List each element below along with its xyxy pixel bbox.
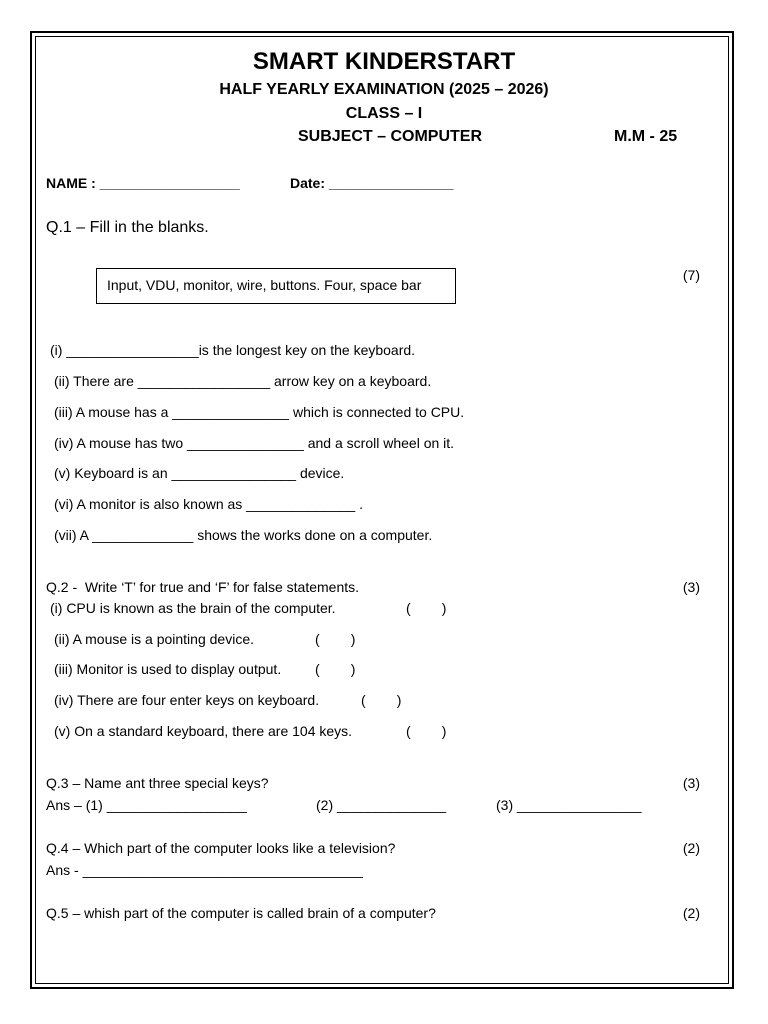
q2-answer-box-5[interactable]: ( )	[406, 723, 447, 739]
q1-title: Q.1 – Fill in the blanks.	[46, 219, 209, 236]
q2-item-2: (ii) A mouse is a pointing device.	[54, 631, 254, 647]
q3-answer-3[interactable]: (3) ________________	[496, 797, 642, 813]
class-label: CLASS – I	[345, 105, 423, 122]
q5-title: Q.5 – whish part of the computer is called brain of a computer?	[46, 905, 436, 921]
q1-item-6[interactable]: (vi) A monitor is also known as ______________ .	[54, 496, 363, 512]
q5-marks: (2)	[682, 905, 700, 921]
subject-label: SUBJECT – COMPUTER	[298, 128, 483, 145]
q1-item-7[interactable]: (vii) A _____________ shows the works done on a computer.	[54, 527, 433, 543]
q1-item-1[interactable]: (i) _________________is the longest key on the keyboard.	[50, 342, 416, 358]
q1-marks: (7)	[682, 267, 700, 283]
max-marks: M.M - 25	[614, 128, 678, 145]
q3-answer-2[interactable]: (2) ______________	[316, 797, 447, 813]
q4-marks: (2)	[682, 840, 700, 856]
exam-title: HALF YEARLY EXAMINATION (2025 – 2026)	[219, 81, 549, 98]
q2-answer-box-3[interactable]: ( )	[315, 661, 356, 677]
q3-answer-1[interactable]: Ans – (1) __________________	[46, 797, 247, 813]
q2-item-5: (v) On a standard keyboard, there are 104 keys.	[54, 723, 353, 739]
q3-marks: (3)	[682, 775, 700, 791]
q2-answer-box-4[interactable]: ( )	[361, 692, 402, 708]
q1-item-5[interactable]: (v) Keyboard is an ________________ device.	[54, 465, 345, 481]
q1-item-3[interactable]: (iii) A mouse has a _______________ which is connected to CPU.	[54, 404, 465, 420]
q3-title: Q.3 – Name ant three special keys?	[46, 775, 269, 791]
q2-item-4: (iv) There are four enter keys on keyboard.	[54, 692, 320, 708]
q2-answer-box-1[interactable]: ( )	[406, 600, 447, 616]
q1-item-4[interactable]: (iv) A mouse has two _______________ and a scroll wheel on it.	[54, 435, 455, 451]
q2-item-1: (i) CPU is known as the brain of the computer.	[50, 600, 336, 616]
q4-answer[interactable]: Ans - ____________________________________	[46, 862, 363, 878]
q2-title: Q.2 - Write ‘T’ for true and ‘F’ for false statements.	[46, 579, 360, 595]
q4-title: Q.4 – Which part of the computer looks like a television?	[46, 840, 396, 856]
school-name: SMART KINDERSTART	[252, 48, 516, 75]
q2-item-3: (iii) Monitor is used to display output.	[54, 661, 282, 677]
date-field[interactable]: Date: ________________	[290, 175, 454, 191]
name-field[interactable]: NAME : __________________	[46, 175, 240, 191]
word-bank-text: Input, VDU, monitor, wire, buttons. Four, space bar	[107, 277, 422, 293]
q2-marks: (3)	[682, 579, 700, 595]
q2-answer-box-2[interactable]: ( )	[315, 631, 356, 647]
q1-item-2[interactable]: (ii) There are _________________ arrow key on a keyboard.	[54, 373, 432, 389]
word-bank-box	[96, 268, 456, 304]
